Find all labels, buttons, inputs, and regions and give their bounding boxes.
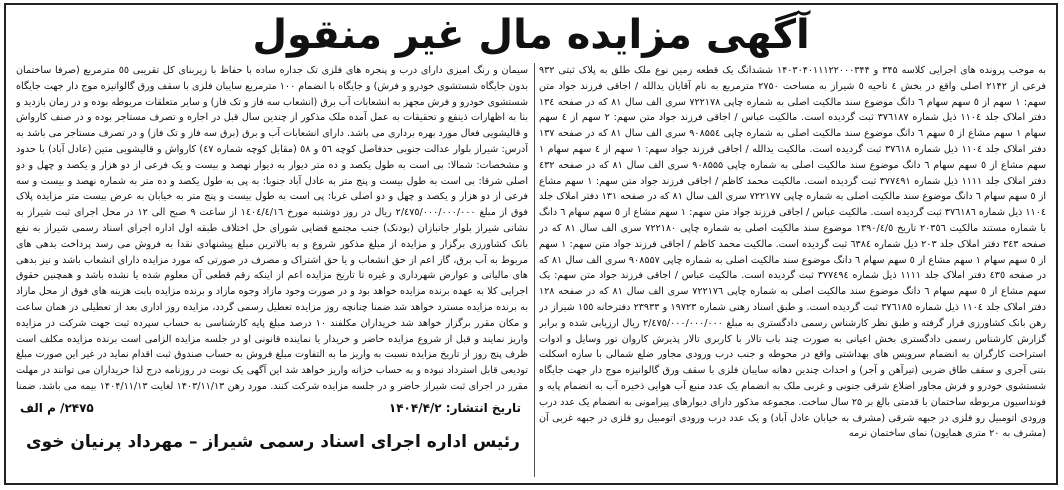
right-text-column: [539, 63, 1046, 477]
left-column-paragraph: سیمان و رنگ امیزی دارای درب و پنجره های فلزی تک جداره ساده با حفاظ با زیربنای کل تقریبی ٥٥ مترمربع (صرفا ساختمان بدون جایگاه شستشوی خودرو و فرش) و جایگاه با انضمام ۱۰۰ مترمربع سایبان فلزی با سقف ورق گالوانیزه موج دار جهت جایگاه شستشوی خودرو و فرش مجهز به انشعابات آب برق (انشعاب سه فاز و تک فاز) و سایر متعلقات مربوطه بوده و در زمان بازدید و بنا به اظهارات ذینفع و تحقیقات به عمل آمده ملک مذکور از چندین سال قبل در اجاره و تصرف مستاجر بوده و در صنف کارواش و قالیشویی فعال مورد بهره برداری می باشد. دارای انشعابات آب و برق (برق سه فاز و تک فاز) و در تصرف مستاجر می باشد به آدرس: شیراز بلوار عدالت جنوبی حدفاصل کوچه ٥٦ و ٥۸ (مقابل کوچه شماره ٤۷) کارواش و قالیشویی متین (عادل آباد) با حدود و مشخصات: شمالا: بی است به طول یکصد و ده متر دیوار به دیوار نهصد و بیست و یک فرعی از دو هزار و یکصد و چهل و دو اصلی شرقا: بی است به طول بیست و پنج متر به عادل آباد جنوبا: به پی به طول یکصد و ده متر به شماره نهصد و بیست و سه فرعی از دو هزار و یکصد و چهل و دو اصلی غربا: پی است به طول بیست و پنج متر به خیابان به عرض بیست متر مزایده پلاک فوق از مبلغ ۲/٤۷٥/۰۰۰/۰۰۰/۰۰۰ ریال در روز دوشنبه مورخ ۱٤۰٤/٤/۱٦ از ساعت ۹ صبح الی ۱۲ در محل اجرای ثبت شیراز به نشانی شیراز بلوار جانبازان (بودنک) جنب مجتمع قضایی شورای حل اختلاف طبقه اول اداره اجرای اسناد رسمی شیراز به نفع بانک کشاورزی برگزار و مزایده از مبلغ مذکور شروع و به بالاترین مبلغ پیشنهادی نقدا به فروش می رسد پرداخت بدهی های مربوط به آب برق، گاز اعم از حق انشعاب و یا حق اشتراک و مصرف در صورتی که مورد مزایده دارای انشعاب باشد و نیز بدهی های مالیاتی و عوارض شهرداری و غیره تا تاریخ مزایده اعم از اینکه رقم قطعی آن معلوم شده یا نشده باشد و همچنین حقوق اجرایی کلا به عهده برنده مزایده خواهد بود و در صورت وجود مازاد وجوه مازاد و برنده مزایده بابت هزینه های فوق از محل مازاد به برنده مزایده مسترد خواهد شد ضمنا چنانچه روز مزایده تعطیل رسمی گردد، مزایده روز اداری بعد از تعطیلی در همان ساعت و مکان مقرر برگزار خواهد شد خریداران مکلفند ۱۰ درصد مبلغ پایه کارشناسی به حساب سپرده ثبت جهت شرکت در مزایده واریز نمایند و قبل از شروع مزایده حاضر و خریدار یا نماینده قانونی او در جلسه مزایده الزامی است برنده مزایده مکلف است ظرف پنج روز از تاریخ مزایده نسبت به واریز ما به التفاوت مبلغ فروش به حساب صندوق ثبت اقدام نماید در غیر این صورت مبلغ تودیعی قابل استرداد نبوده و به حساب خزانه واریز خواهد شد این آگهی یک نوبت در روزنامه درج لذا خریداران می توانند در مهلت مقرر در اجرای ثبت شیراز حاضر و در جلسه مزایده شرکت کنند. مورد رهن ۱۴۰۳/۱۱/۱۳ لغایت ۱۴۰۴/۱۱/۱۳ بیمه می باشد. ضمنا: [16, 65, 528, 392]
signature-line: رئیس اداره اجرای اسناد رسمی شیراز – مهرداد پرنیان خوی: [26, 432, 520, 452]
column-divider: [534, 63, 535, 477]
page-title: آگهی مزایده مال غیر منقول: [252, 12, 810, 58]
reference-code: ۲۴۷۵/ م الف: [20, 401, 94, 415]
left-text-column: [16, 63, 528, 395]
right-column-paragraph: به موجب پرونده های اجرایی کلاسه ۳۴۵ و ۱۴۰۳۰۴۰۱۱۱۲۲۰۰۰۳۴۴ ششدانگ یک قطعه زمین نوع ملک طلق به پلاک ثبتی ۹۳۲ فرعی از ۲۱۴۲ اصلی واقع در بخش ٤ ناحیه ٥ شیراز به مساحت ۲۷۵۰ مترمربع به نام آقایان یدالله / اجاقی فرزند جواد متن سهم: ۱ سهم از ٥ سهم سهام ٦ دانگ موضوع سند مالکیت اصلی به شماره چاپی ۷۲۲۱۷۸ سری الف سال ۸۱ که در صفحه ۱۳٤ دفتر املاک جلد ۱۱۰٤ ذیل شماره ۳۷٦۱۸۷ ثبت گردیده است. مالکیت عباس / اجاقی فرزند جواد متن سهم: ۲ سهم از ٤ سهم سهام ۱ سهم مشاع از ٥ سهم ٦ دانگ موضوع سند مالکیت اصلی به شماره چاپی ۹۰۸۵۵٤ سری الف سال ۸۱ که در صفحه ۱۳۷ دفتر املاک جلد ۱۱۰٤ ذیل شماره ۳۷٦۱۸ ثبت گردیده است. مالکیت یدالله / اجاقی فرزند جواد سهم: ۱ سهم از ٤ سهم سهام ۱ سهم مشاع از ٥ سهم سهام ٦ دانگ موضوع سند مالکیت اصلی به شماره چاپی ۹۰۸۵۵۵ سری الف سال ۸۱ که در صفحه ٤۳۲ دفتر املاک جلد ۱۱۱۱ ذیل شماره ۳۷۷٤۹۱ ثبت گردیده است. مالکیت محمد کاظم / اجاقی فرزند جواد متن سهم: ۱ سهم مشاع از ٥ سهم سهام ٦ دانگ موضوع سند مالکیت اصلی به شماره چاپی ۷۲۲۱۷۷ سری الف سال ۸۱ که در صفحه ۱۳۱ دفتر املاک جلد ۱۱۰٤ ذیل شماره ۳۷٦۱۸٦ ثبت گردیده است. مالکیت عباس / اجاقی فرزند جواد متن سهم: ۱ سهم مشاع از ٥ سهم سهام ٦ دانگ با شماره مستند مالکیت ۲۰۳٥٦ تاریخ ۱۳۹۰/٤/٥ موضوع سند مالکیت اصلی به شماره چاپی ۷۲۲۱۸۰ سری الف سال ۸۱ که در صفحه ۳٤۳ دفتر املاک جلد ۲۰۳ ذیل شماره ٦۳۸٤ ثبت گردیده است. مالکیت محمد کاظم / اجاقی فرزند جواد متن سهم: ۱ سهم از ٥ سهم سهام ۱ سهم مشاع از ٥ سهم سهام ٦ دانگ موضوع سند مالکیت اصلی به شماره چاپی ۹۰۸۵۵۷ سری الف سال ۸۱ که در صفحه ٤۳٥ دفتر املاک جلد ۱۱۱۱ ذیل شماره ۳۷۷٤۹٤ ثبت گردیده است. مالکیت عباس / اجاقی فرزند جواد متن سهم: یک سهم مشاع از ٥ سهم سهام ٦ دانگ موضوع سند مالکیت اصلی به شماره چاپی ۷۲۲۱۷٦ سری الف سال ۸۱ که در صفحه ۱۲۸ دفتر املاک جلد ۱۱۰٤ ذیل شماره ۳۷٦۱۸٥ ثبت گردیده است. و طبق اسناد رهنی شماره ۱۹۷۲۳ و ۲۳۹۳۳ دفترخانه ۱٥٥ شیراز در رهن بانک کشاورزی قرار گرفته و طبق نظر کارشناس رسمی دادگستری به مبلغ ۲/٤۷٥/۰۰۰/۰۰۰/۰۰۰ ریال ارزیابی شده و برابر گزارش کارشناس رسمی دادگستری بخش اعیانی به صورت چند باب تالار با کاربری تالار پذیرش کاروان تور وسایل و ادوات استراحت کارگران به انضمام سرویس های بهداشتی واقع در محوطه و جنب درب ورودی مجاور ضلع شمالی با سازه اسکلت بتنی آجری و سقف طاق ضربی (تیرآهن و آجر) و احداث چندین دهانه سایبان فلزی با سقف ورق گالوانیزه موج دار جهت جایگاه شستشوی خودرو و فرش مجاور اضلاع شرقی جنوبی و غربی ملک به انضمام یک عدد منبع آب هوایی ذخیره آب به انضمام پایه و فونداسیون مربوطه ساختمان با قدمتی بالغ بر ۲۵ سال ساخت. مجموعه مذکور دارای دیوارهای پیرامونی به انضمام یک عدد درب ورودی اتومبیل رو فلزی در جبهه شرقی (مشرف به خیابان عادل آباد) و یک عدد درب ورودی اتومبیل رو فلزی در جبهه غربی آن (مشرف به ۲۰ متری همایون) نمای ساختمان نرمه: [539, 65, 1046, 440]
advertisement-frame: [4, 3, 1058, 485]
publication-date: تاریخ انتشار: ۱۴۰۴/۴/۲: [388, 401, 521, 415]
